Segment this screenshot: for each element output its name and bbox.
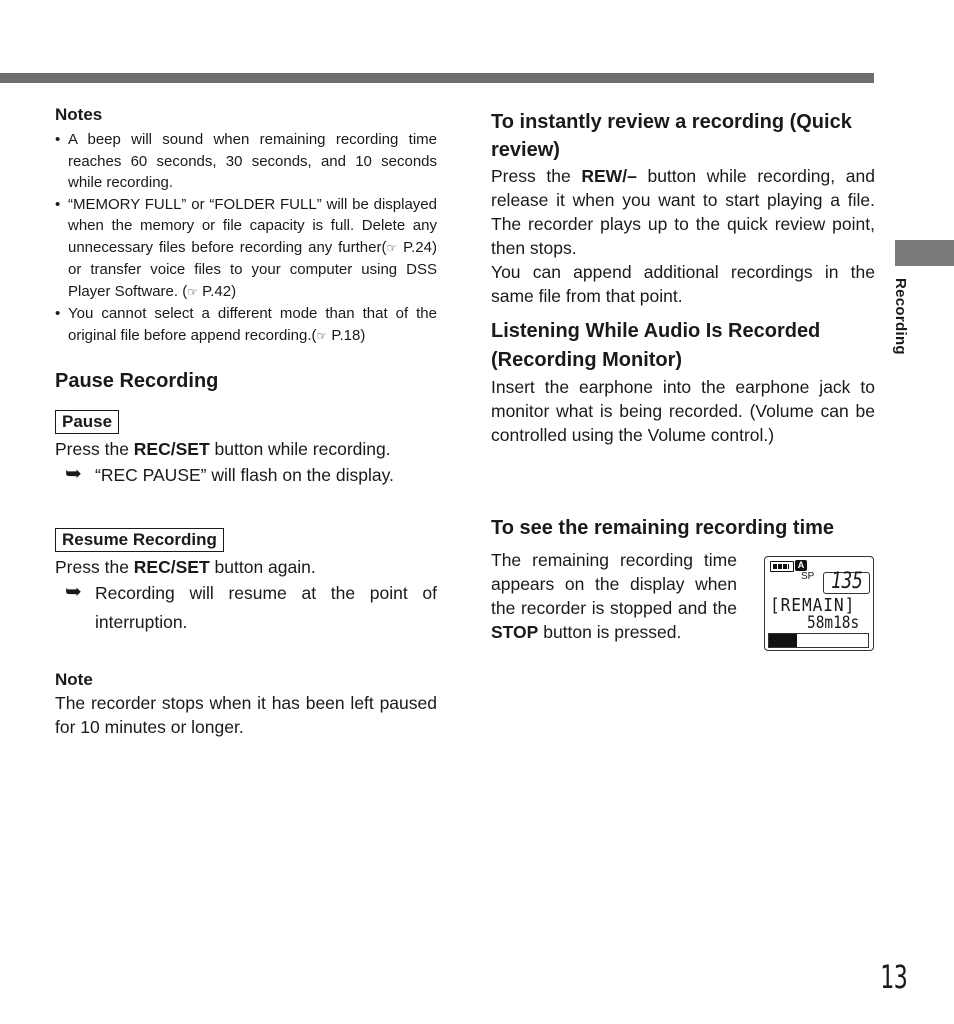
top-rule <box>0 73 874 83</box>
pause-instruction: Press the REC/SET button while recording. <box>55 439 391 459</box>
remain-label: [REMAIN] <box>770 595 856 616</box>
quick-review-text: Press the REW/– button while recording, and release it when you want to start playing a file. The recorder plays up to the quick review point, then stops. <box>491 166 875 258</box>
list-item: • You cannot select a different mode than that of the original file before append recording.(☞ P.18) <box>55 305 437 344</box>
bullet-icon: • <box>55 131 61 148</box>
resume-label-box: Resume Recording <box>55 528 224 552</box>
notes-title: Notes <box>55 105 103 124</box>
lcd-display-illustration <box>764 556 874 651</box>
recording-monitor-heading: Listening While Audio Is Recorded (Recording Monitor) <box>491 320 821 371</box>
pause-recording-heading: Pause Recording <box>55 370 219 392</box>
notes-list <box>55 129 437 347</box>
list-item: • A beep will sound when remaining recording time reaches 60 seconds, 30 seconds, and 10 seconds while recording. <box>55 131 437 191</box>
page-reference-icon: ☞ <box>316 328 328 343</box>
resume-result: ➥ Recording will resume at the point of interruption. <box>55 579 437 637</box>
quick-review-append: You can append additional recordings in the same file from that point. <box>491 262 875 306</box>
memory-bar-fill <box>769 634 797 647</box>
chapter-tab-label: Recording <box>892 278 909 355</box>
pause-result: ➥ “REC PAUSE” will flash on the display. <box>55 461 437 490</box>
result-arrow-icon: ➥ <box>65 463 82 485</box>
quick-review-heading: To instantly review a recording (Quick review) <box>491 111 852 161</box>
bullet-icon: • <box>55 195 61 213</box>
pause-label-box: Pause <box>55 410 119 434</box>
result-arrow-icon: ➥ <box>65 581 82 603</box>
recording-monitor-text: Insert the earphone into the earphone jack to monitor what is being recorded. (Volume can be controlled using the Volume control.) <box>491 377 875 445</box>
page-reference-icon: ☞ <box>386 240 398 255</box>
page-reference-icon: ☞ <box>187 284 198 299</box>
resume-instruction: Press the REC/SET button again. <box>55 557 316 577</box>
record-mode: SP <box>801 571 815 582</box>
file-number: 135 <box>831 569 863 594</box>
battery-icon <box>770 561 794 572</box>
folder-indicator: A <box>795 560 807 571</box>
remaining-time-heading: To see the remaining recording time <box>491 517 835 539</box>
memory-bar <box>768 633 869 648</box>
chapter-tab-marker <box>895 240 954 266</box>
remaining-time-text: The remaining recording time appears on the display when the recorder is stopped and the STOP button is pressed. <box>491 550 737 642</box>
remaining-time: 58m18s <box>807 613 860 633</box>
list-item: • “MEMORY FULL” or “FOLDER FULL” will be displayed when the memory or file capacity is full. Delete any unnecessary files before recording any further(☞ P.24) or transfer voice files to your computer using DSS Player Software. (☞ P.42) <box>55 195 437 300</box>
note-title: Note <box>55 670 93 689</box>
note-text: The recorder stops when it has been left paused for 10 minutes or longer. <box>55 693 437 737</box>
bullet-icon: • <box>55 305 61 322</box>
left-column <box>55 104 437 739</box>
page-number: 13 <box>880 958 908 996</box>
